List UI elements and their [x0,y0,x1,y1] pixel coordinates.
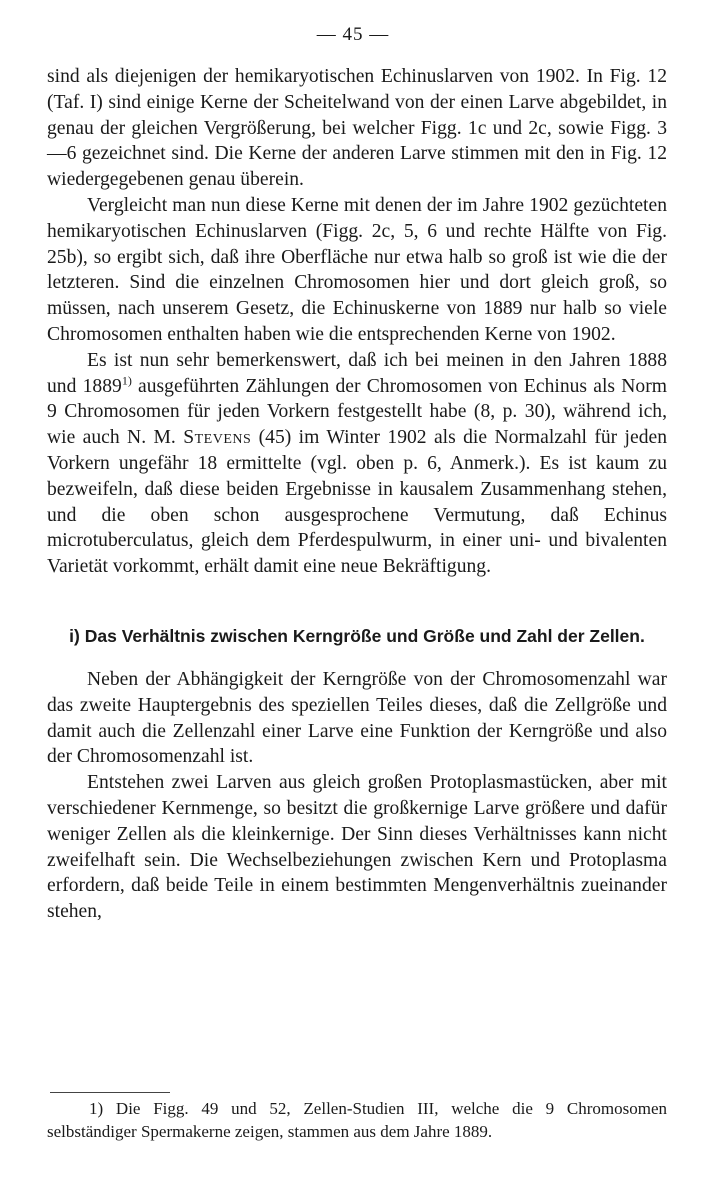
paragraph-1: sind als diejenigen der hemikaryotischen Echinuslarven von 1902. In Fig. 12 (Taf. I) sind einige Kerne der Scheitelwand von der einen Larve abgebildet, in genau der gleichen Vergrößerung, bei welcher Figg. 1c und 2c, sowie Figg. 3—6 gezeichnet sind. Die Kerne der anderen Larve stimmen mit den in Fig. 12 wiedergegebenen genau überein. [47,66,667,191]
page-number: — 45 — [316,24,390,45]
main-text [47,64,667,925]
paragraph-2: Vergleicht man nun diese Kerne mit denen der im Jahre 1902 gezüchteten hemikaryotischen Echinuslarven (Figg. 2c, 5, 6 und rechte Hälfte von Fig. 25b), so ergibt sich, daß ihre Oberfläche nur etwa halb so groß ist wie die der letzteren. Sind die einzelnen Chromosomen hier und dort gleich groß, so müssen, nach unserem Gesetz, die Echinuskerne von 1889 nur halb so viele Chromosomen enthalten haben wie die entsprechenden Kerne von 1902. [47,194,667,345]
paragraph-3-part-a: Es ist nun sehr bemerkenswert, daß ich bei meinen in den Jahren 1888 und 1889 [47,349,667,397]
author-name-stevens: Stevens [183,427,252,449]
footnote-rule [50,1092,170,1093]
paragraph-4: Neben der Abhängigkeit der Kerngröße von der Chromosomenzahl war das zweite Hauptergebnis des speziellen Teiles dieses, daß die Zellgröße und damit auch die Zellenzahl einer Larve eine Funktion der Kerngröße und also der Chromosomenzahl ist. [47,668,667,768]
footnote-marker: 1) [121,373,132,388]
paragraph-3-part-b: ausgeführten Zählungen der Chromosomen von Echinus als Norm 9 Chromosomen für jeden Vorkern festgestellt habe (8, p. 30), während ich, wie auch N. M. [47,375,667,449]
paragraph-3 [47,348,667,580]
section-heading: i) Das Verhältnis zwischen Kerngröße und Größe und Zahl der Zellen. [69,625,645,646]
footnote-text: 1) Die Figg. 49 und 52, Zellen-Studien III, welche die 9 Chromosomen selbständiger Spermakerne zeigen, stammen aus dem Jahre 1889. [47,1099,667,1141]
footnote [47,1098,667,1143]
paragraph-5: Entstehen zwei Larven aus gleich großen Protoplasmastücken, aber mit verschiedener Kernmenge, so besitzt die großkernige Larve größere und dafür weniger Zellen als die kleinkernige. Der Sinn dieses Verhältnisses kann nicht zweifelhaft sein. Die Wechselbeziehungen zwischen Kern und Protoplasma erfordern, daß beide Teile in einem bestimmten Mengenverhältnis zueinander stehen, [47,772,667,923]
paragraph-3-part-c: (45) im Winter 1902 als die Normalzahl für jeden Vorkern ungefähr 18 ermittelte (vgl. oben p. 6, Anmerk.). Es ist kaum zu bezweifeln, daß diese beiden Ergebnisse in kausalem Zusammenhang stehen, und die oben schon ausgesprochene Vermutung, daß Echinus microtuberculatus, gleich dem Pferdespulwurm, in einer uni- und bivalenten Varietät vorkommt, erhält damit eine neue Bekräftigung. [47,427,667,578]
